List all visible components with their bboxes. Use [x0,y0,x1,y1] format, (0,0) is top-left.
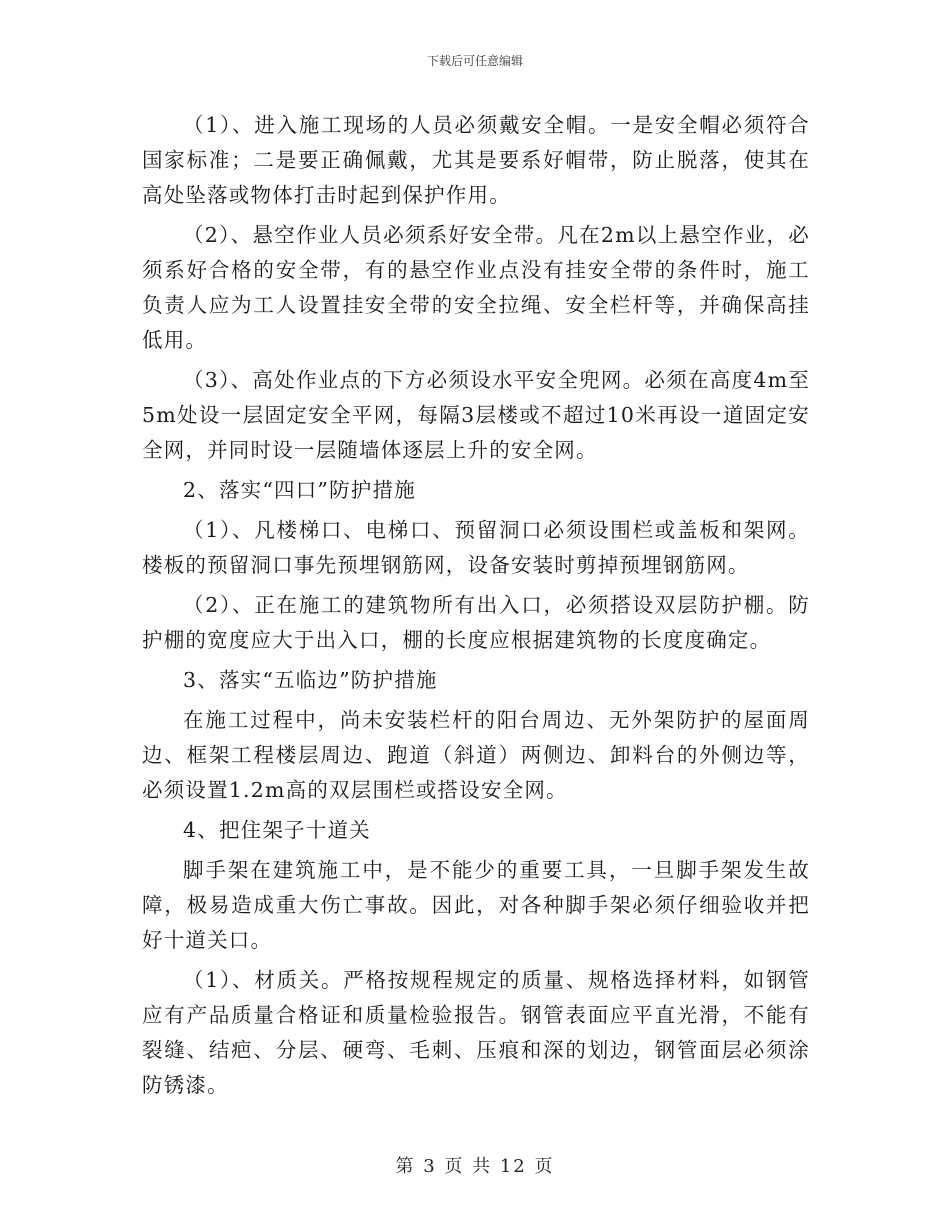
paragraph: （3）、高处作业点的下方必须设水平安全兜网。必须在高度4m至5m处设一层固定安全平网，每隔3层楼或不超过10米再设一道固定安全网，并同时设一层随墙体逐层上升的安全网。 [142,368,810,462]
document-body [142,108,810,1108]
paragraph: （1）、进入施工现场的人员必须戴安全帽。一是安全帽必须符合国家标准；二是要正确佩戴，尤其是要系好帽带，防止脱落，使其在高处坠落或物体打击时起到保护作用。 [142,113,810,207]
paragraph: （1）、材质关。严格按规程规定的质量、规格选择材料，如钢管应有产品质量合格证和质量检验报告。钢管表面应平直光滑，不能有裂缝、结疤、分层、硬弯、毛刺、压痕和深的划边，钢管面层必须涂防锈漆。 [142,968,810,1097]
paragraph: （1）、凡楼梯口、电梯口、预留洞口必须设围栏或盖板和架网。楼板的预留洞口事先预埋钢筋网，设备安装时剪掉预埋钢筋网。 [142,518,810,577]
paragraph: 在施工过程中，尚未安装栏杆的阳台周边、无外架防护的屋面周边、框架工程楼层周边、跑道（斜道）两侧边、卸料台的外侧边等，必须设置1.2m高的双层围栏或搭设安全网。 [142,708,810,802]
section-heading: 3、落实“五临边”防护措施 [183,668,438,692]
page-number-footer: 第 3 页 共 12 页 [395,1156,555,1177]
page-header: 下载后可任意编辑 [426,54,523,68]
paragraph: （2）、悬空作业人员必须系好安全带。凡在2m以上悬空作业，必须系好合格的安全带，有的悬空作业点没有挂安全带的条件时，施工负责人应为工人设置挂安全带的安全拉绳、安全栏杆等，并确保高挂低用。 [142,223,810,352]
paragraph: （2）、正在施工的建筑物所有出入口，必须搭设双层防护棚。防护棚的宽度应大于出入口，棚的长度应根据建筑物的长度度确定。 [142,593,810,652]
section-heading: 4、把住架子十道关 [183,818,371,842]
section-heading: 2、落实“四口”防护措施 [183,478,416,502]
paragraph: 脚手架在建筑施工中，是不能少的重要工具，一旦脚手架发生故障，极易造成重大伤亡事故。因此，对各种脚手架必须仔细验收并把好十道关口。 [142,858,810,952]
